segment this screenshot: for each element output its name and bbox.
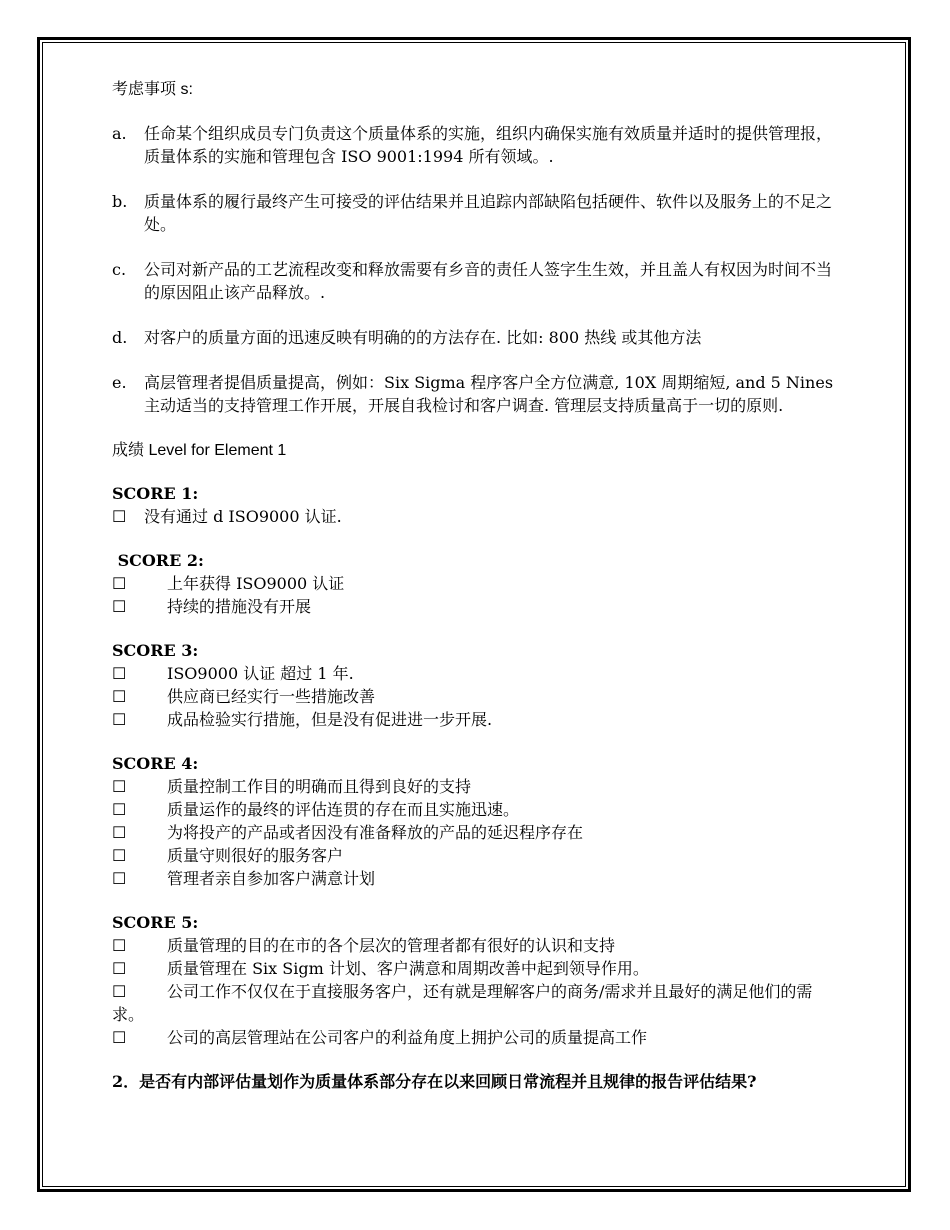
score-title: SCORE 2: xyxy=(112,551,204,570)
consideration-item xyxy=(112,258,837,304)
item-letter: c. xyxy=(112,260,127,279)
checkbox-icon: ☐ xyxy=(112,777,127,796)
checkbox-icon: ☐ xyxy=(112,710,127,729)
item-text: 对客户的质量方面的迅速反映有明确的的方法存在. 比如: 800 热线 或其他方法 xyxy=(144,328,702,347)
score-block-5 xyxy=(112,911,837,1049)
score-item-text: 质量管理在 Six Sigm 计划、客户满意和周期改善中起到领导作用。 xyxy=(167,959,649,978)
question-2: 2．是否有内部评估量划作为质量体系部分存在以来回顾日常流程并且规律的报告评估结果? xyxy=(112,1072,757,1091)
score-item xyxy=(112,595,837,618)
consideration-item xyxy=(112,326,837,349)
checkbox-icon: ☐ xyxy=(112,687,127,706)
score-item-text: 质量管理的目的在市的各个层次的管理者都有很好的认识和支持 xyxy=(167,936,616,955)
checkbox-icon: ☐ xyxy=(112,507,127,526)
checkbox-icon: ☐ xyxy=(112,664,127,683)
score-item xyxy=(112,505,837,528)
score-item-text: 上年获得 ISO9000 认证 xyxy=(167,574,345,593)
score-item xyxy=(112,957,837,980)
score-block-2 xyxy=(112,549,837,618)
checkbox-icon: ☐ xyxy=(112,597,127,616)
checkbox-icon: ☐ xyxy=(112,869,127,888)
document-body xyxy=(112,78,837,1109)
score-title: SCORE 1: xyxy=(112,484,199,503)
checkbox-icon: ☐ xyxy=(112,959,127,978)
item-text: 任命某个组织成员专门负责这个质量体系的实施，组织内确保实施有效质量并适时的提供管理报，质量体系的实施和管理包含 ISO 9001:1994 所有领域。. xyxy=(144,124,833,166)
item-text: 公司对新产品的工艺流程改变和释放需要有乡音的责任人签字生生效，并且盖人有权因为时间不当的原因阻止该产品释放。. xyxy=(144,260,833,302)
score-item-text: 管理者亲自参加客户满意计划 xyxy=(167,869,376,888)
checkbox-icon: ☐ xyxy=(112,1028,127,1047)
score-item xyxy=(112,867,837,890)
score-item xyxy=(112,934,837,957)
score-item-text: 没有通过 d ISO9000 认证. xyxy=(144,507,342,526)
score-item-text: 公司的高层管理站在公司客户的利益角度上拥护公司的质量提高工作 xyxy=(167,1028,648,1047)
score-block-3 xyxy=(112,639,837,731)
score-item xyxy=(112,821,837,844)
item-letter: a. xyxy=(112,124,127,143)
consideration-item xyxy=(112,190,837,236)
checkbox-icon: ☐ xyxy=(112,574,127,593)
checkbox-icon: ☐ xyxy=(112,936,127,955)
score-block-1 xyxy=(112,482,837,528)
considerations-list xyxy=(112,122,837,417)
score-item xyxy=(112,572,837,595)
considerations-heading: 考虑事项 s: xyxy=(112,81,193,98)
checkbox-icon: ☐ xyxy=(112,823,127,842)
item-text: 质量体系的履行最终产生可接受的评估结果并且追踪内部缺陷包括硬件、软件以及服务上的不足之处。 xyxy=(144,192,833,234)
score-item-text: 质量守则很好的服务客户 xyxy=(167,846,344,865)
score-block-4 xyxy=(112,752,837,890)
score-item xyxy=(112,685,837,708)
score-item xyxy=(112,1026,837,1049)
checkbox-icon: ☐ xyxy=(112,982,127,1001)
score-item-text: 持续的措施没有开展 xyxy=(167,597,312,616)
score-item xyxy=(112,775,837,798)
item-letter: d. xyxy=(112,328,128,347)
score-item-text: 质量控制工作目的明确而且得到良好的支持 xyxy=(167,777,472,796)
score-title: SCORE 3: xyxy=(112,641,199,660)
score-item-text: 质量运作的最终的评估连贯的存在而且实施迅速。 xyxy=(167,800,520,819)
consideration-item xyxy=(112,371,837,417)
item-letter: e. xyxy=(112,373,127,392)
item-text: 高层管理者提倡质量提高，例如：Six Sigma 程序客户全方位满意, 10X 周期缩短, and 5 Nines 主动适当的支持管理工作开展，开展自我检讨和客户调查. 管理层支持质量高于一切的原则. xyxy=(144,373,834,415)
checkbox-icon: ☐ xyxy=(112,846,127,865)
score-item xyxy=(112,980,837,1026)
score-item-text: ISO9000 认证 超过 1 年. xyxy=(167,664,354,683)
score-title: SCORE 4: xyxy=(112,754,199,773)
checkbox-icon: ☐ xyxy=(112,800,127,819)
score-item xyxy=(112,662,837,685)
score-item-text: 成品检验实行措施，但是没有促进进一步开展. xyxy=(167,710,493,729)
grade-level-heading: 成绩 Level for Element 1 xyxy=(112,442,287,459)
consideration-item xyxy=(112,122,837,168)
score-item xyxy=(112,844,837,867)
score-item-text: 为将投产的产品或者因没有准备释放的产品的延迟程序存在 xyxy=(167,823,584,842)
score-item-text: 公司工作不仅仅在于直接服务客户，还有就是理解客户的商务/需求并且最好的满足他们的需求。 xyxy=(112,982,813,1024)
score-item xyxy=(112,708,837,731)
score-item-text: 供应商已经实行一些措施改善 xyxy=(167,687,376,706)
score-item xyxy=(112,798,837,821)
score-title: SCORE 5: xyxy=(112,913,199,932)
item-letter: b. xyxy=(112,192,128,211)
